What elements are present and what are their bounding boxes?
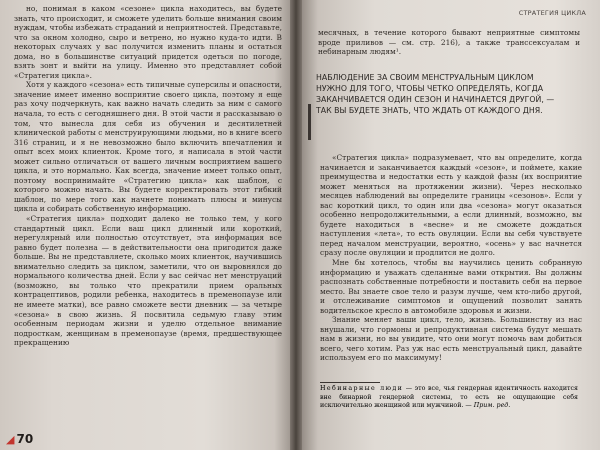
right-intro xyxy=(318,28,580,57)
pull-quote: НАБЛЮДЕНИЕ ЗА СВОИМ МЕНСТРУАЛЬНЫМ ЦИКЛОМ НУЖНО ДЛЯ ТОГО, ЧТОБЫ ЧЕТКО ОПРЕДЕЛЯТЬ, КОГДА ЗАКАНЧИВАЕТСЯ ОДИН СЕЗОН И НАЧИНАЕТСЯ ДРУГОЙ, — ТАК ВЫ БУДЕТЕ ЗНАТЬ, ЧТО ЖДАТЬ ОТ КАЖДОГО ДНЯ. xyxy=(316,73,555,115)
right-intro-paragraph: месячных, в течение которого бывают неприятные симптомы вроде приливов — см. стр. 216), а также транссексуалам и небинарным людям¹. xyxy=(318,28,580,57)
book-gutter xyxy=(290,0,302,450)
left-paragraph: но, понимая в каком «сезоне» цикла находитесь, вы будете знать, что происходит, и сможете уделить больше внимания своим нуждам, чтобы избежать страданий и неприятностей. Представьте, что за окном холодно, сыро и ветрено, но нужно куда-то идти. В некоторых случаях у вас получится изменить планы и остаться дома, но в большинстве ситуаций придется одеться по погоде, взять зонт и выйти на улицу. Именно это представляет собой «Стратегия цикла». xyxy=(14,4,282,80)
right-page-body xyxy=(320,153,582,363)
page-number-text: 70 xyxy=(16,432,34,446)
footnote-body: — это все, чья гендерная идентичность находится вне бинарной гендерной системы, то есть не ощущающие себя исключительно женщиной или мужчиной. — xyxy=(320,385,579,410)
footnote-term: Небинарные люди xyxy=(320,385,404,392)
left-page-body xyxy=(14,4,282,348)
left-page xyxy=(0,0,292,450)
right-paragraph: Знание меняет ваши цикл, тело, жизнь. Большинству из нас внушали, что гормоны и репродуктивная система будут мешать нам в жизни, но вы увидите, что они могут помочь вам добиться всего, чего хотим. Раз уж нас есть менструальный цикл, давайте используем его по максимуму! xyxy=(320,315,582,363)
running-head: СТРАТЕГИЯ ЦИКЛА xyxy=(518,9,586,17)
left-paragraph: Хотя у каждого «сезона» есть типичные суперсилы и опасности, значение имеет именно восприятие своего цикла, поэтому я еще раз хочу подчеркнуть, как важно начать следить за ним с самого начала, то есть с сегодняшнего дня. В этой части я рассказываю о том, что вынесла для себя из обучения и десятилетней клинической работы с менструирующими людьми, но в книге всего 316 страниц, и я не невозможно было включить впечатления и опыт всех моих клиенток. Кроме того, я написала в этой части может сильно отличаться от вашего личным восприятием вашего цикла, и это нормально. Как всегда, значение имеет только опыт, поэтому воспринимайте «Стратегию цикла» как шаблон, с которого можно начать. Вы будете корректировать этот гибкий шаблон, по мере того как начнете понимать плюсы и минусы цикла и собирать собственную информацию. xyxy=(14,80,282,214)
left-paragraph: «Стратегия цикла» подходит далеко не только тем, у кого стандартный цикл. Если ваш цикл длинный или короткий, нерегулярный или полностью отсутствует, эта информация все равно будет полезна — в действительности она пригодится даже больше. Вы не представляете, сколько моих клиенток, научившись внимательно следить за циклом, заметили, что он выровнялся до нормального количества дней. Если у вас сейчас нет менструаций (возможно, вы только что прекратили прием оральных контрацептивов, родили ребенка, находитесь в пременопаузе или не имеете матки), все равно сможете вести дневник — за четыре «сезона» в свою жизнь. Я посвятила седьмую главу этим особенным периодам жизни и уделю отдельное внимание подросткам, женщинам в пременопаузе (время, предшествующее прекращению xyxy=(14,214,282,348)
footnote xyxy=(320,385,578,411)
right-paragraph: Мне бы хотелось, чтобы вы научились ценить собранную информацию и уважать сделанные вами открытия. Вы должны распознать собственные потребности и поставить себя на первое место. Вы знаете свое тело и разум лучше, чем кто-либо другой, и отслеживание симптомов и ощущений позволит занять водительское кресло в автомобиле здоровья и жизни. xyxy=(320,258,582,315)
page-number xyxy=(6,432,33,446)
footnote-tag: Прим. ред. xyxy=(473,402,511,410)
page-marker-icon: ◢ xyxy=(6,433,15,446)
right-paragraph: «Стратегия цикла» подразумевает, что вы определите, когда начинается и заканчивается каждый «сезон», и поймете, какие преимущества и недостатки есть у каждой фазы (их восприятие может меняться на протяжении жизни). Через несколько месяцев наблюдений вы определите границы «сезонов». Если у вас короткий цикл, то один или два «сезона» могут оказаться особенно непродолжительными, а если длинный, возможно, вы будете находиться в «весне» и не сможете дождаться наступления «лета», то есть овуляции. Если вы себя чувствуете перед началом менструации, вероятно, «осень» у вас начнется сразу после овуляции и продлится не долго. xyxy=(320,153,582,258)
footnote-rule xyxy=(320,382,380,383)
